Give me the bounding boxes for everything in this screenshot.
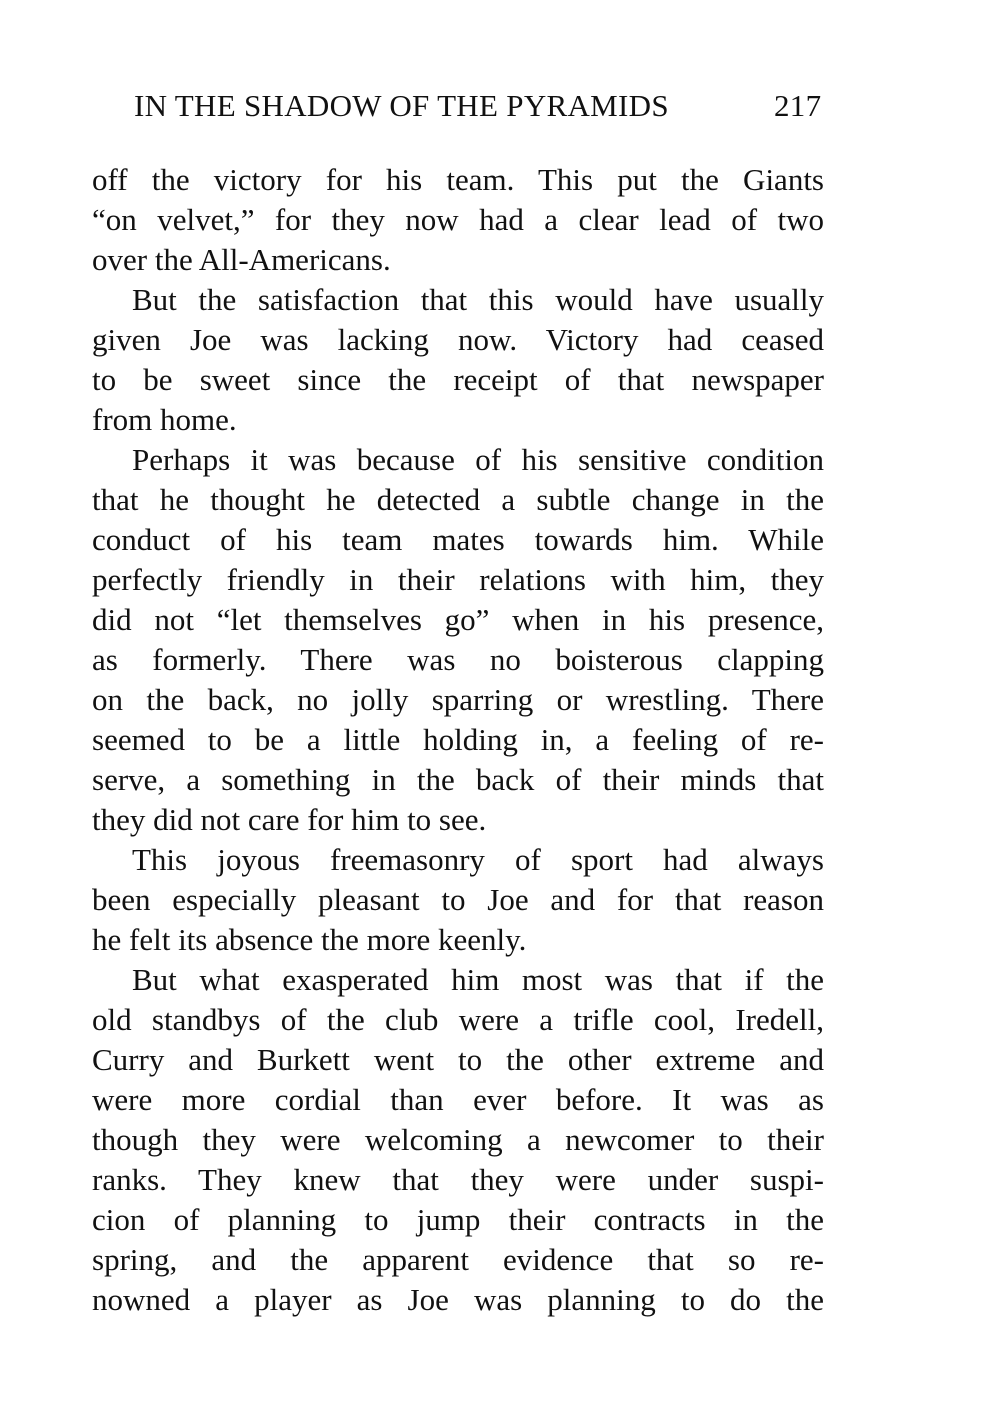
- text-line: as formerly. There was no boisterous clapping: [92, 642, 824, 677]
- paragraph-first-line: But what exasperated him most was that if the: [132, 962, 824, 997]
- body-text: [92, 160, 824, 1320]
- running-head: [134, 88, 834, 132]
- text-line: they did not care for him to see.: [92, 802, 487, 837]
- paragraph-first-line: But the satisfaction that this would have usually: [132, 282, 824, 317]
- text-line: on the back, no jolly sparring or wrestling. There: [92, 682, 824, 717]
- text-line: perfectly friendly in their relations with him, they: [92, 562, 824, 597]
- text-line: spring, and the apparent evidence that so re-: [92, 1242, 824, 1277]
- paragraph-first-line: Perhaps it was because of his sensitive condition: [132, 442, 824, 477]
- running-title: IN THE SHADOW OF THE PYRAMIDS: [134, 88, 669, 123]
- text-line: from home.: [92, 402, 237, 437]
- text-line: old standbys of the club were a trifle cool, Iredell,: [92, 1002, 824, 1037]
- text-line: cion of planning to jump their contracts in the: [92, 1202, 824, 1237]
- text-line: been especially pleasant to Joe and for that reason: [92, 882, 824, 917]
- text-line: he felt its absence the more keenly.: [92, 922, 527, 957]
- text-line: ranks. They knew that they were under suspi-: [92, 1162, 824, 1197]
- text-line: nowned a player as Joe was planning to do the: [92, 1282, 824, 1317]
- text-line: “on velvet,” for they now had a clear lead of two: [92, 202, 824, 237]
- text-line: were more cordial than ever before. It was as: [92, 1082, 824, 1117]
- text-line: seemed to be a little holding in, a feeling of re-: [92, 722, 824, 757]
- text-line: to be sweet since the receipt of that newspaper: [92, 362, 824, 397]
- text-line: though they were welcoming a newcomer to their: [92, 1122, 824, 1157]
- paragraph-first-line: This joyous freemasonry of sport had always: [132, 842, 824, 877]
- text-line: serve, a something in the back of their minds that: [92, 762, 824, 797]
- text-line: that he thought he detected a subtle change in the: [92, 482, 824, 517]
- text-line: did not “let themselves go” when in his presence,: [92, 602, 824, 637]
- page-number: 217: [774, 88, 822, 123]
- text-line: given Joe was lacking now. Victory had ceased: [92, 322, 824, 357]
- text-line: off the victory for his team. This put the Giants: [92, 162, 824, 197]
- text-line: conduct of his team mates towards him. While: [92, 522, 824, 557]
- text-line: Curry and Burkett went to the other extreme and: [92, 1042, 824, 1077]
- text-line: over the All-Americans.: [92, 242, 391, 277]
